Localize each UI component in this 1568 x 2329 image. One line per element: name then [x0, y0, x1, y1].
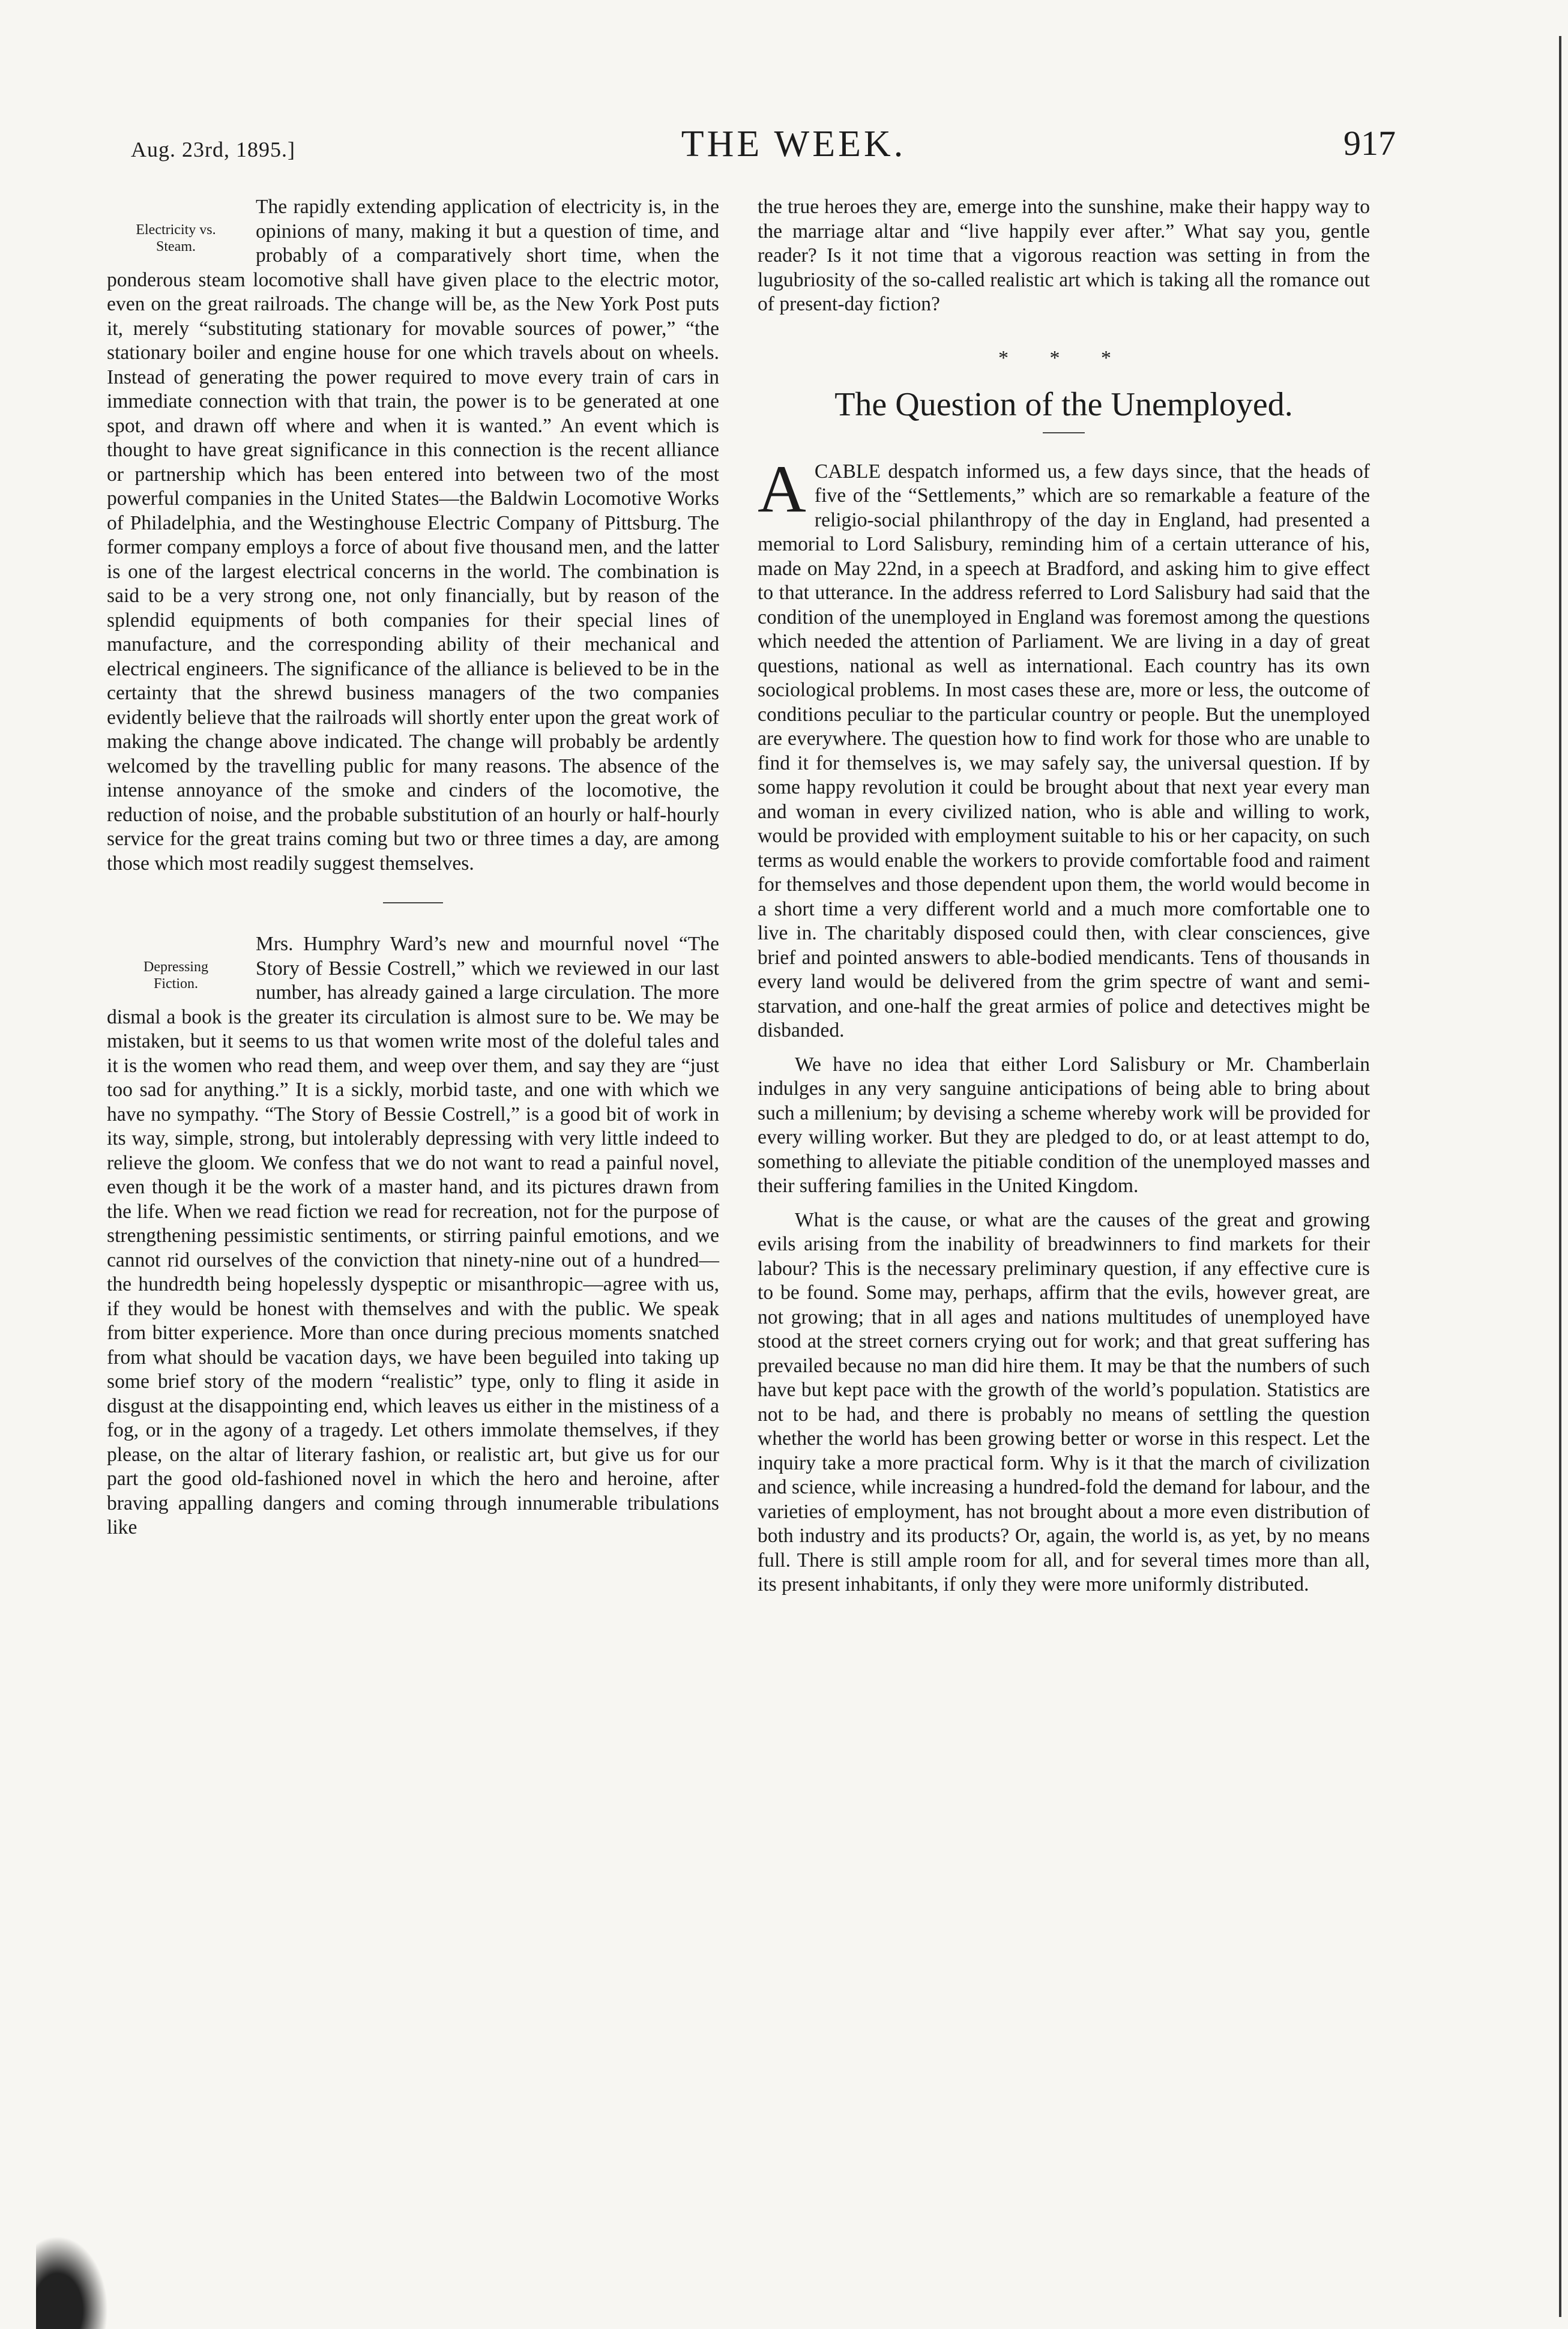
page-edge-rule	[1559, 36, 1561, 2317]
page-number: 917	[1343, 124, 1396, 163]
scan-edge-mark	[36, 2236, 108, 2329]
side-heading-line: Steam.	[156, 239, 196, 255]
article-paragraph-3: What is the cause, or what are the causes of the great and growing evils arising from the inability of breadwinners to find markets for their labour? This is the necessary preliminary question, if any effective cure is to be found. Some may, perhaps, affirm that the evils, however great, are not growing; that in all ages and nations multitudes of unemployed have stood at the street corners crying out for work; and that great suffering has prevailed because no man did hire them. It may be that the numbers of such have but kept pace with the growth of the world’s population. Statistics are not to be had, and there is probably no means of settling the question whether the world has been growing better or worse in this respect. Let the inquiry take a more practical form. Why is it that the march of civilization and science, while increasing a hundred-fold the demand for labour, and the varieties of employment, has not brought about a more even distribution of both industry and its products? Or, again, the world is, as yet, by no means full. There is still ample room for all, and for several times more than all, its present inhabitants, if only they were more uniformly distributed.	[758, 1208, 1370, 1595]
side-heading-line: Depressing	[143, 959, 208, 975]
fiction-paragraph: Mrs. Humphry Ward’s new and mournful novel “The Story of Bessie Costrell,” which we reviewed in our last number, has already gained a large circulation. The more dismal a book is the greater its circulation is almost sure to be. We may be mistaken, but it seems to us that women write most of the doleful tales and it is the women who read them, and weep over them, and say they are “just too sad for anything.” It is a sickly, morbid taste, and one with which we have no sympathy. “The Story of Bessie Costrell,” is a good bit of work in its way, simple, strong, but intolerably depressing with very little indeed to relieve the gloom. We confess that we do not want to read a painful novel, even though it be the work of a master hand, and its pictures drawn from the life. When we read fiction we read for recreation, not for the purpose of strengthening pessimistic sentiments, or stirring painful emotions, and we cannot rid ourselves of the conviction that ninety-nine out of a hundred—the hundredth being hopelessly dyspeptic or misanthropic—agree with us, if they would be honest with themselves and with the public. We speak from bitter experience. More than once during precious moments snatched from what should be vacation days, we have been beguiled into taking up some brief story of the modern “realistic” type, only to fling it aside in disgust at the disappointing end, which leaves us either in the mistiness of a fog, or in the agony of a tragedy. Let others immolate themselves, if they please, on the altar of literary fashion, or realistic art, but give us for our part the good old-fashioned novel in which the hero and heroine, after braving appalling dangers and coming through innumerable tribulations like	[107, 933, 719, 1538]
drop-cap: A	[758, 451, 806, 526]
title-rule	[1043, 432, 1085, 433]
electricity-paragraph: The rapidly extending application of electricity is, in the opinions of many, making it but a question of time, and probably of a comparatively short time, when the ponderous steam locomotive shall have given place to the electric motor, even on the great railroads. The change will be, as the New York Post puts it, merely “substituting stationary for movable sources of power,” “the stationary boiler and engine house for one which travels about on wheels. Instead of generating the power required to move every train of cars in immediate connection with that train, the power is to be generated at one spot, and drawn off where and when it is wanted.” An event which is thought to have great significance in this connection is the recent alliance or partnership which has been entered into between two of the most powerful companies in the United States—the Baldwin Locomotive Works of Philadelphia, and the Westinghouse Electric Company of Pittsburg. The former company employs a force of about five thousand men, and the latter is one of the largest electrical concerns in the world. The combination is said to be a very strong one, not only financially, but by reason of the splendid equipments of both companies for their special lines of manufacture, and the corresponding ability of their mechanical and electrical engineers. The significance of the alliance is believed to be in the certainty that the shrewd business managers of the two companies evidently believe that the railroads will shortly enter upon the great work of making the change above indicated. The change will probably be ardently welcomed by the travelling public for many reasons. The absence of the intense annoyance of the smoke and cinders of the locomotive, the reduction of noise, and the probable substitution of an hourly or half-hourly service for the great trains coming but two or three times a day, are among those which most readily suggest themselves.	[107, 196, 719, 875]
article-title: The Question of the Unemployed.	[834, 385, 1293, 423]
fiction-continuation: the true heroes they are, emerge into the sunshine, make their happy way to the marriage altar and “live happily ever after.” What say you, gentle reader? Is it not time that a vigorous reaction was setting in from the lugubriosity of the so-called realistic art which is taking all the romance out of present-day fiction?	[758, 196, 1370, 315]
paragraph-text: CABLE despatch informed us, a few days since, that the heads of five of the “Settlements,” which are so remarkable a feature of the religio-social philanthropy of the day in England, had presented a memorial to Lord Salisbury, reminding him of a certain utterance of his, made on May 22nd, in a speech at Bradford, and asking him to give effect to that utterance. In the address referred to Lord Salisbury had said that the condition of the unemployed in England was foremost among the questions which needed the attention of Parliament. We are living in a day of great questions, national as well as international. Each country has its own sociological problems. In most cases these are, more or less, the outcome of conditions peculiar to the particular country or people. But the unemployed are everywhere. The question how to find work for those who are unable to find it for themselves is, we may safely say, the universal question. If by some happy revolution it could be brought about that next year every man and woman in every civilized nation, who is able and willing to work, would be provided with employment suitable to his or her capacity, on such terms as would enable the workers to provide comfortable food and raiment for themselves and those dependent upon them, the world would become in a short time a very different world and a much more comfortable one to live in. The charitably disposed could then, with clear consciences, give brief and pointed answers to able-bodied mendicants. Tens of thousands in every land would be delivered from the grim spectre of want and semi-starvation, and one-half the great armies of police and detectives might be disbanded.	[758, 460, 1370, 1041]
side-heading-line: Electricity vs.	[136, 222, 216, 238]
article-paragraph-2: We have no idea that either Lord Salisbury or Mr. Chamberlain indulges in any very sanguine anticipations of being able to bring about such a millenium; by devising a scheme whereby work will be provided for every willing worker. But they are pledged to do, or at least attempt to do, something to alleviate the pitiable condition of the unemployed masses and their suffering families in the United Kingdom.	[758, 1053, 1370, 1197]
section-stars: * * *	[998, 346, 1129, 369]
issue-date: Aug. 23rd, 1895.]	[131, 137, 295, 161]
side-heading-line: Fiction.	[153, 976, 198, 992]
right-column	[758, 195, 1370, 1597]
left-column	[107, 195, 719, 1540]
publication-title: THE WEEK.	[681, 124, 906, 164]
side-heading-electricity	[107, 195, 245, 266]
section-divider	[383, 902, 443, 903]
article-paragraph-1	[758, 451, 1370, 1043]
side-heading-fiction	[107, 932, 245, 1003]
